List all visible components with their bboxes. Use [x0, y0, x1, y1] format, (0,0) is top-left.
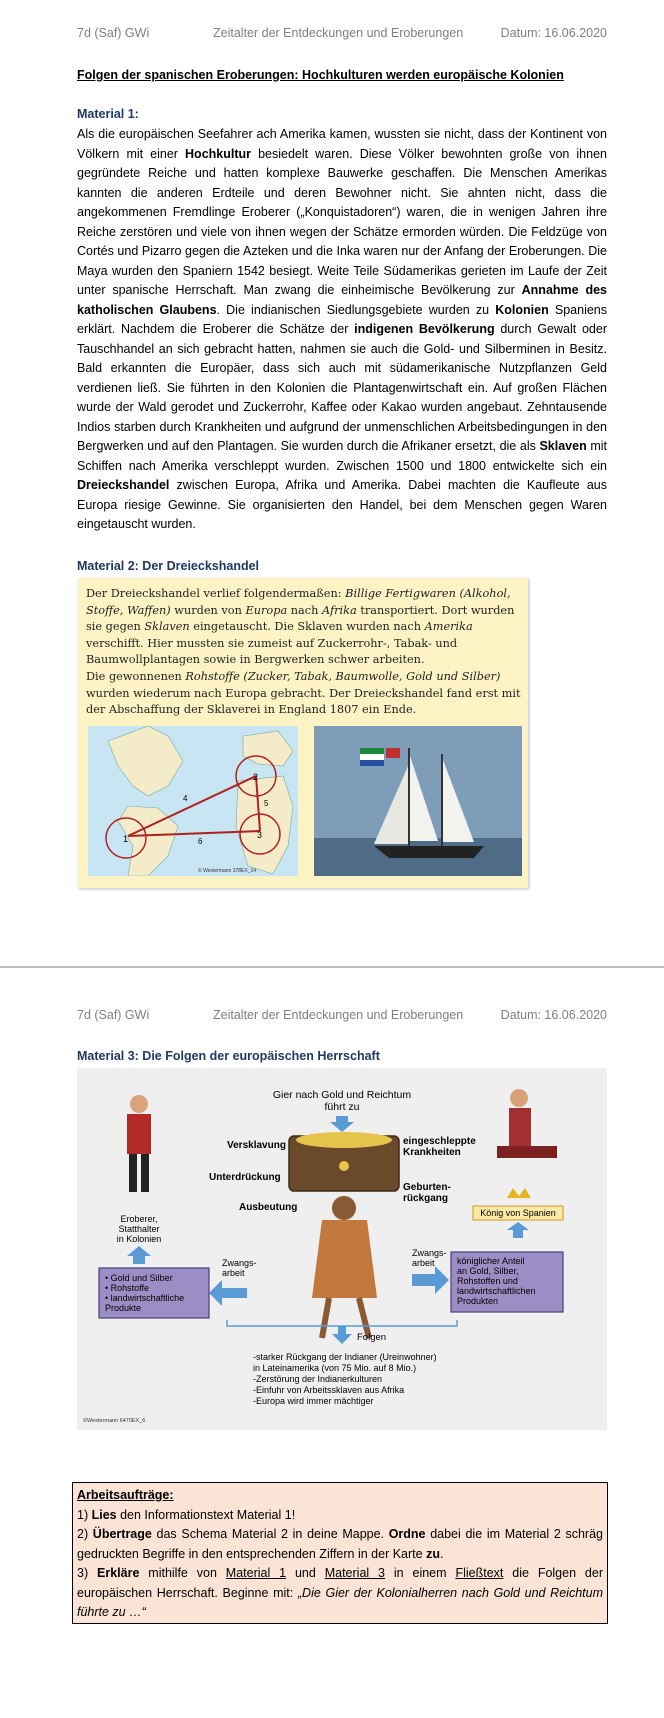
left-item: Unterdrückung: [209, 1172, 281, 1183]
svg-text:• Gold und Silber: • Gold und Silber: [105, 1273, 173, 1283]
right-item: rückgang: [403, 1193, 449, 1204]
svg-text:• Rohstoffe: • Rohstoffe: [105, 1283, 150, 1293]
svg-text:Produkten: Produkten: [457, 1296, 499, 1306]
material1-heading: Material 1:: [77, 107, 139, 121]
header-date: Datum: 16.06.2020: [500, 26, 607, 40]
conqueror-figure: [130, 1095, 148, 1113]
svg-text:landwirtschaftlichen: landwirtschaftlichen: [457, 1286, 536, 1296]
right-item: eingeschleppte: [403, 1136, 476, 1147]
svg-text:Rohstoffen und: Rohstoffen und: [457, 1276, 518, 1286]
svg-text:-Europa wird immer mächtiger: -Europa wird immer mächtiger: [253, 1396, 374, 1406]
leads-label: führt zu: [324, 1101, 360, 1113]
tasks-heading: Arbeitsaufträge:: [77, 1488, 174, 1502]
page-2: [0, 968, 664, 1718]
svg-text:-Zerstörung der Indianerkultur: -Zerstörung der Indianerkulturen: [253, 1374, 383, 1384]
material2-figure: [78, 578, 528, 888]
material1-text: Als die europäischen Seefahrer ach Amerika kamen, wussten sie nicht, dass der Kontinent von Völkern mit einer Hochkultur besiedelt waren. Diese Völker bewohnten große von ihnen gegründete Reiche und hatten komplexe Bauwerke geschaffen. Die Menschen Amerikas kannten die anderen Erdteile und deren Bewohner nicht. Sie ahnten nicht, dass die angekommenen Fremdlinge Eroberer („Konquistadoren“) waren, die in wenigen Jahren ihre Reiche zerstören und viele von ihnen wegen der Schätze ermorden würden. Die Feldzüge von Cortés und Pizarro gegen die Azteken und die Inka waren nur der Anfang der Eroberungen. Die Maya wurden den Spaniern 1542 besiegt. Weite Teile Südamerikas gerieten im Laufe der Zeit unter spanische Herrschaft. Man zwang die einheimische Bevölkerung zur Annahme des katholischen Glaubens. Die indianischen Siedlungsgebiete wurden zu Kolonien Spaniens erklärt. Nachdem die Eroberer die Schätze der indigenen Bevölkerung durch Gewalt oder Tauschhandel an sich gebracht hatten, nahmen sie auch die Gold- und Silberminen in Besitz. Bald erkannten die Europäer, dass sich auch mit südamerikanische Nutzpflanzen Geld verdienen ließ. Sie führten in den Kolonien die Plantagenwirtschaft ein. Auf großen Flächen wurde der Wald gerodet und Zuckerrohr, Kaffee oder Kakao wurden angebaut. Zehntausende Indios starben durch Krankheiten und aufgrund der unmenschlichen Arbeitsbedingungen in den Bergwerken und auf den Plantagen. Sie wurden durch die Afrikaner ersetzt, die als Sklaven mit Schiffen nach Amerika verschleppt wurden. Zwischen 1500 und 1800 entwickelte sich ein Dreieckshandel zwischen Europa, Afrika und Amerika. Dabei machten die Kaufleute aus Europa riesige Gewinne. Sie organisierten den Handel, bei dem Menschen gegen Waren eingetauscht wurden.: [77, 127, 608, 531]
task-3: 3) Erkläre mithilfe von Material 1 und Material 3 in einem Fließtext die Folgen der europäischen Herrschaft. Beginne mit: „Die Gier der Kolonialherren nach Gold und Reichtum führte zu …“: [77, 1566, 603, 1619]
material2-heading: Material 2: Der Dreieckshandel: [77, 559, 260, 573]
left-item: Versklavung: [227, 1140, 286, 1151]
material3-credit: ©Westermann 6470EX_6: [83, 1418, 146, 1424]
svg-text:in Lateinamerika (von 75 Mio.: in Lateinamerika (von 75 Mio. auf 8 Mio.): [253, 1363, 417, 1373]
task-1: 1) Lies den Informationstext Material 1!: [77, 1507, 296, 1522]
svg-text:an Gold, Silber,: an Gold, Silber,: [457, 1266, 519, 1276]
header-topic: Zeitalter der Entdeckungen und Eroberungen: [213, 1008, 464, 1022]
header-class: 7d (Saf) GWi: [77, 26, 150, 40]
page-title: Folgen der spanischen Eroberungen: Hochkulturen werden europäische Kolonien: [77, 68, 564, 82]
triangle-trade-map: [88, 726, 298, 876]
task-2: 2) Übertrage das Schema Material 2 in deine Mappe. Ordne dabei die im Material 2 schräg gedruckten Begriffe in den entsprechenden Ziffern in der Karte zu.: [77, 1527, 603, 1561]
conqueror-label: Eroberer,: [120, 1214, 158, 1224]
svg-text:arbeit: arbeit: [222, 1268, 245, 1278]
header-class: 7d (Saf) GWi: [77, 1008, 150, 1022]
map-label: 1: [123, 834, 129, 844]
svg-text:• landwirtschaftliche: • landwirtschaftliche: [105, 1293, 185, 1303]
consequences-label: Folgen: [357, 1332, 387, 1343]
svg-text:königlicher Anteil: königlicher Anteil: [457, 1256, 525, 1266]
conqueror-label: Statthalter: [118, 1224, 160, 1234]
svg-text:-starker Rückgang der Indianer: -starker Rückgang der Indianer (Ureinwohner): [253, 1352, 437, 1362]
left-item: Ausbeutung: [239, 1202, 298, 1213]
map-label: 2: [253, 772, 259, 782]
header-topic: Zeitalter der Entdeckungen und Eroberungen: [213, 26, 464, 40]
greed-label: Gier nach Gold und Reichtum: [272, 1089, 412, 1101]
svg-text:-Einfuhr von Arbeitssklaven au: -Einfuhr von Arbeitssklaven aus Afrika: [253, 1385, 405, 1395]
conqueror-label: in Kolonien: [116, 1234, 162, 1244]
right-item: Krankheiten: [403, 1147, 461, 1158]
king-label: König von Spanien: [480, 1208, 556, 1218]
material3-diagram: [77, 1068, 607, 1430]
material2-text: Der Dreieckshandel verlief folgendermaßen: Billige Fertigwaren (Alkohol, Stoffe, Waffen) wurden von Europa nach Afrika transportiert. Dort wurden sie gegen Sklaven eingetauscht. Die Sklaven wurden nach Amerika verschifft. Hier mussten sie zumeist auf Zuckerrohr-, Tabak- und Baumwollplantagen sowie in Bergwerken schwer arbeiten. Die gewonnenen Rohstoffe (Zucker, Tabak, Baumwolle, Gold und Silber) wurden wiederum nach Europa gebracht. Der Dreieckshandel fand erst mit der Abschaffung der Sklaverei in England 1807 ein Ende.: [86, 587, 521, 717]
svg-text:Produkte: Produkte: [105, 1303, 142, 1313]
map-label: 6: [198, 837, 203, 846]
svg-text:arbeit: arbeit: [412, 1258, 435, 1268]
tasks-box: [72, 1482, 608, 1624]
map-label: 4: [183, 794, 188, 803]
right-item: Geburten-: [403, 1182, 451, 1193]
king-figure: [510, 1089, 528, 1107]
map-label: 5: [264, 799, 269, 808]
map-credit: © Westermann 378EX_14: [198, 868, 257, 874]
material3-heading: Material 3: Die Folgen der europäischen Herrschaft: [77, 1049, 380, 1063]
header-date: Datum: 16.06.2020: [500, 1008, 607, 1022]
map-label: 3: [257, 830, 263, 840]
svg-text:Zwangs-: Zwangs-: [412, 1248, 447, 1258]
ship-photo: [314, 726, 522, 876]
svg-text:Zwangs-: Zwangs-: [222, 1258, 257, 1268]
